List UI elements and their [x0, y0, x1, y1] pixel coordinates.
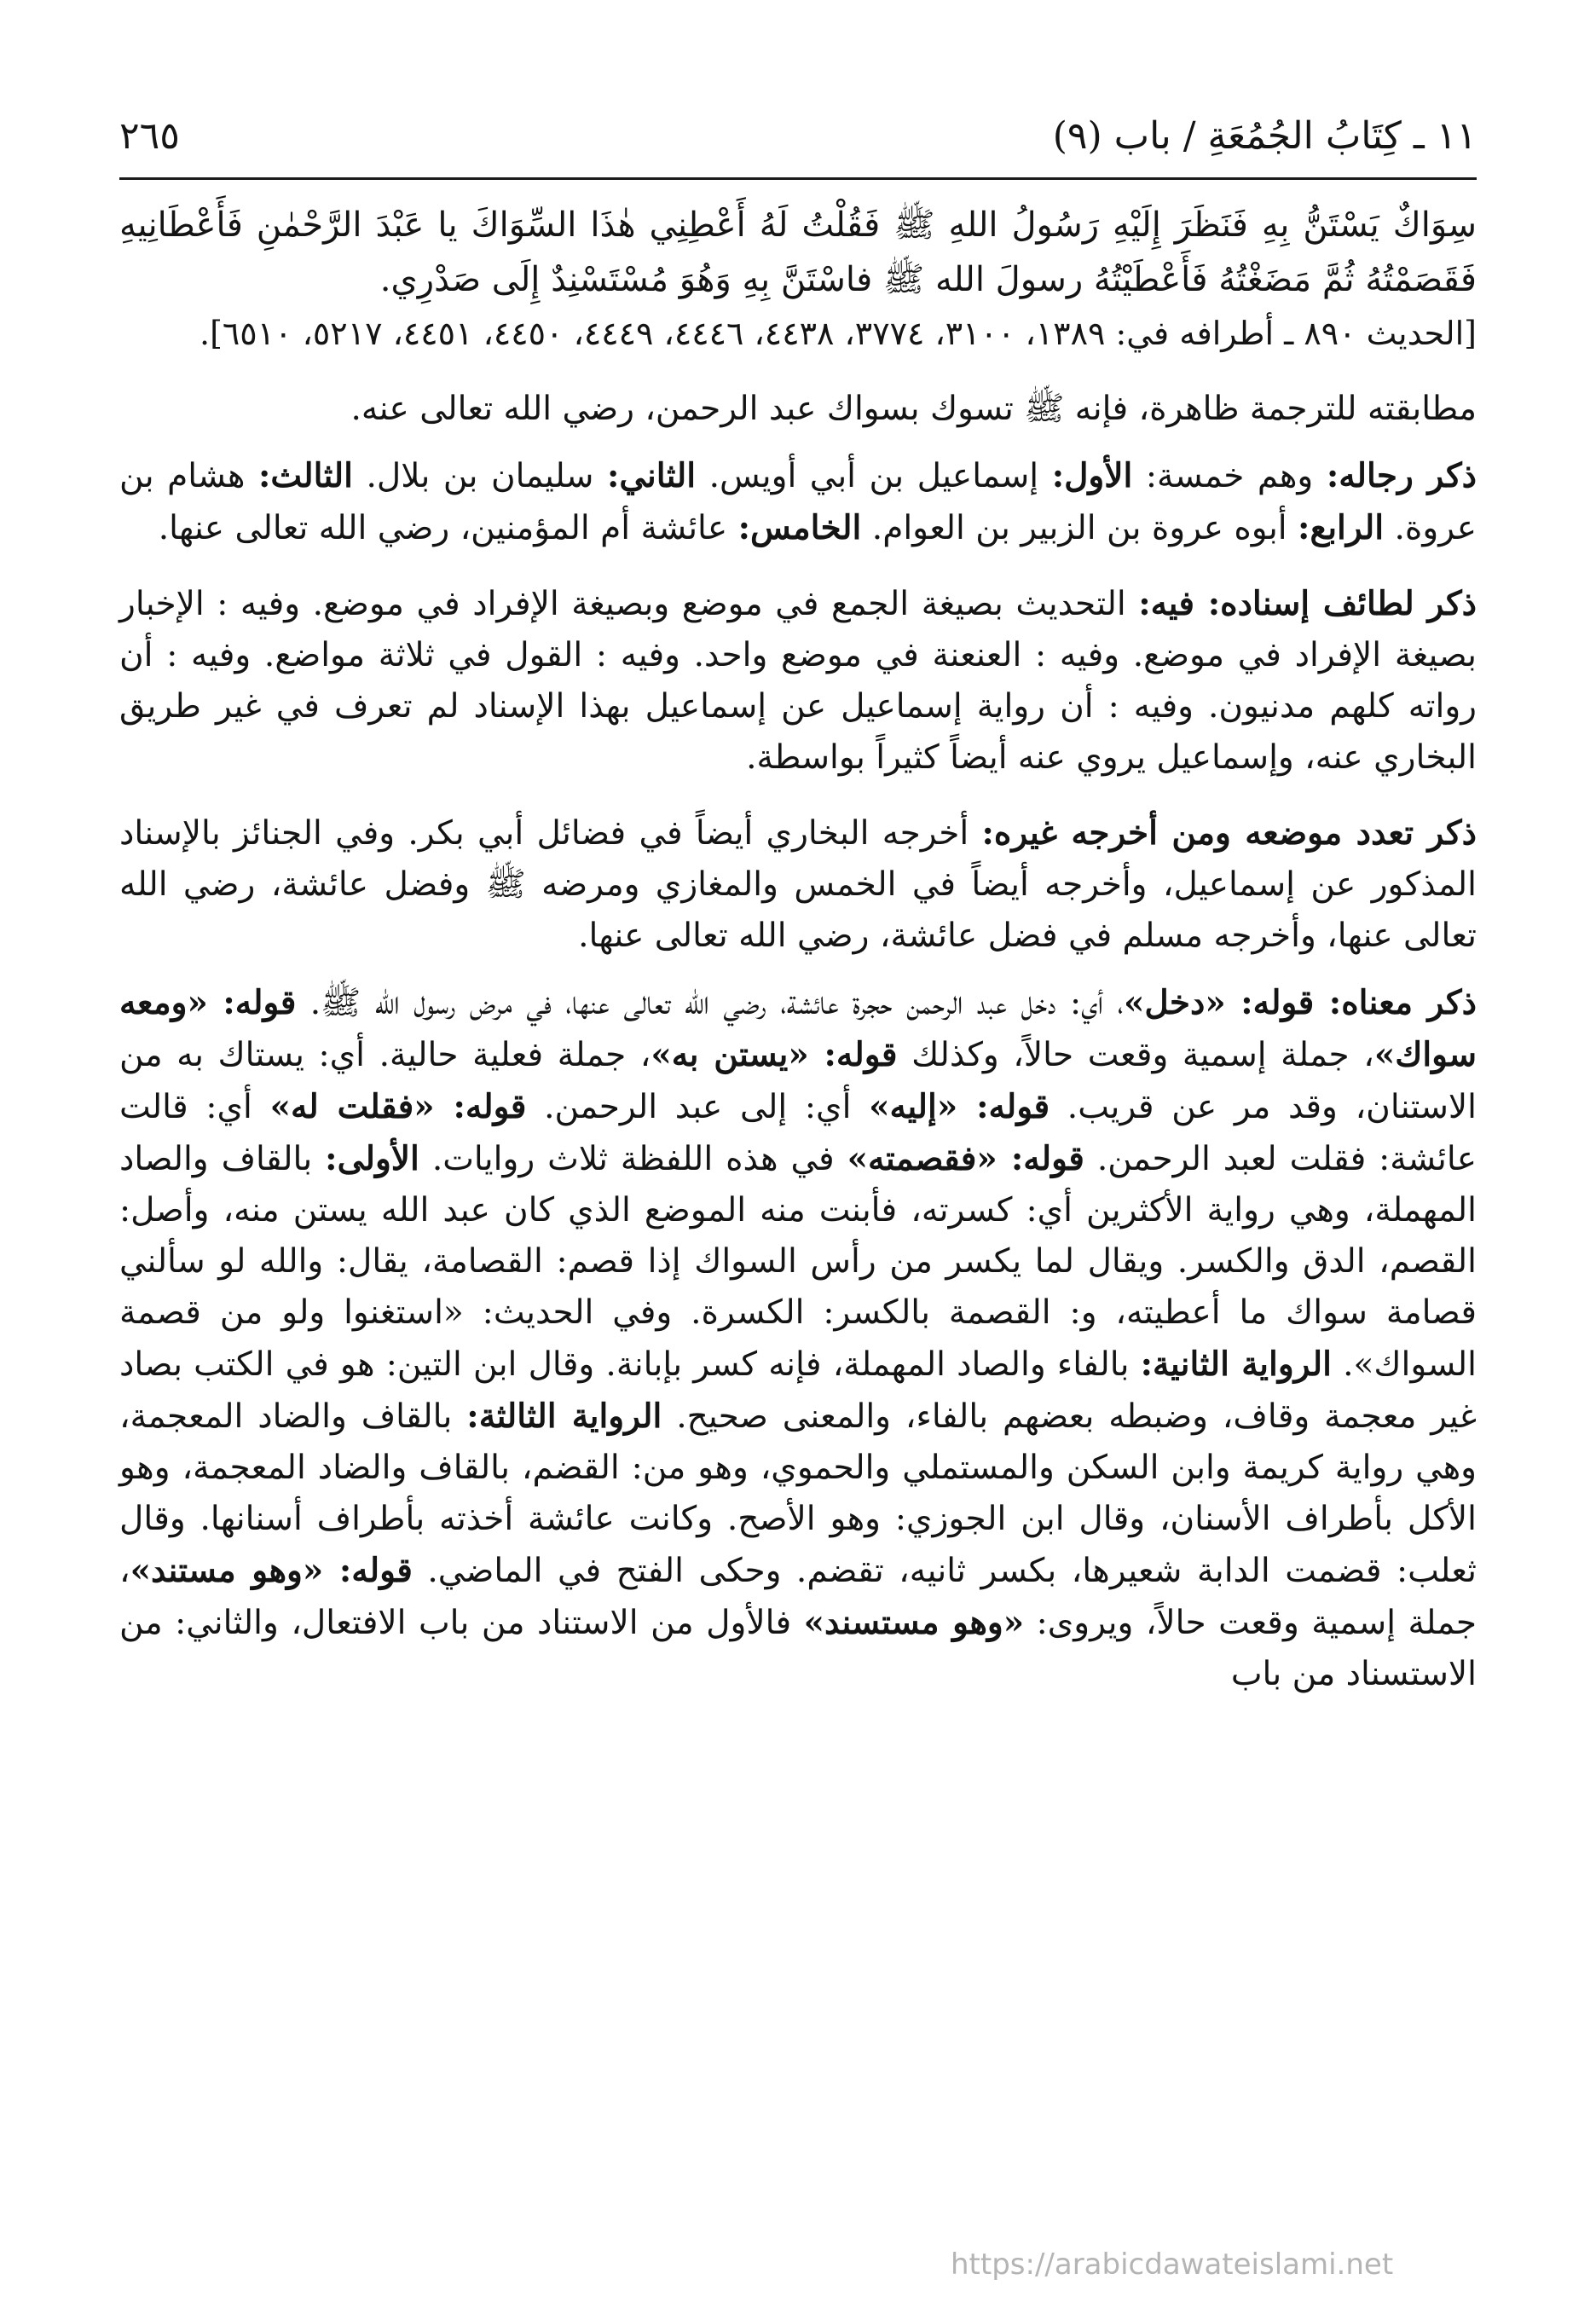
paragraph-narrators: ذكر رجاله: وهم خمسة: الأول: إسماعيل بن أبي أويس. الثاني: سليمان بن بلال. الثالث: هشام بن عروة. الرابع: أبوه عروة بن الزبير بن العوام. الخامس: عائشة أم المؤمنين، رضي الله تعالى عنها. [119, 456, 1477, 547]
section-heading: ذكر رجاله: [1326, 456, 1477, 495]
section-heading: ذكر معناه: [1328, 983, 1477, 1022]
paragraph-other-sources: ذكر تعدد موضعه ومن أخرجه غيره: أخرجه البخاري أيضاً في فضائل أبي بكر. وفي الجنائز بالإسناد المذكور عن إسماعيل، وأخرجه أيضاً في الخمس والمغازي ومرضه ﷺ وفضل عائشة، رضي الله تعالى عنها، وأخرجه مسلم في فضل عائشة، رضي الله تعالى عنها. [119, 813, 1477, 955]
chapter-title: ١١ ـ كِتَابُ الجُمُعَةِ / باب (٩) [1052, 114, 1477, 158]
header-rule [119, 177, 1477, 180]
section-heading: ذكر لطائف إسناده: [1207, 584, 1477, 623]
paragraph-chain-subtleties: ذكر لطائف إسناده: فيه: التحديث بصيغة الجمع في موضع وبصيغة الإفراد في موضع. وفيه : الإخبار بصيغة الإفراد في موضع. وفيه : العنعنة في موضع واحد. وفيه : القول في ثلاثة مواضع. وفيه : أن رواته كلهم مدنيون. وفيه : أن رواية إسماعيل عن إسماعيل بهذا الإسناد لم تعرف في غير طريق البخاري عنه، وإسماعيل يروي عنه أيضاً كثيراً بواسطة. [119, 584, 1477, 777]
paragraph-meaning: ذكر معناه: قوله: «دخل»، أي: دخل عبد الرحمن حجرة عائشة، رضي الله تعالى عنها، في مرض رسول الله ﷺ. قوله: «ومعه سواك»، جملة إسمية وقعت حالاً، وكذلك قوله: «يستن به»، جملة فعلية حالية. أي: يستاك به من الاستنان، وقد مر عن قريب. قوله: «إليه» أي: إلى عبد الرحمن. قوله: «فقلت له» أي: قالت عائشة: فقلت لعبد الرحمن. قوله: «فقصمته» في هذه اللفظة ثلاث روايات. الأولى: بالقاف والصاد المهملة، وهي رواية الأكثرين أي: كسرته، فأبنت منه الموضع الذي كان عبد الله يستن منه، وأصل: القصم، الدق والكسر. ويقال لما يكسر من رأس السواك إذا قصم: القصامة، يقال: والله لو سألني قصامة سواك ما أعطيته، و: القصمة بالكسر: الكسرة. وفي الحديث: «استغنوا ولو من قصمة السواك». الرواية الثانية: بالفاء والصاد المهملة، فإنه كسر بإبانة. وقال ابن التين: هو في الكتب بصاد غير معجمة وقاف، وضبطه بعضهم بالفاء، والمعنى صحيح. الرواية الثالثة: بالقاف والضاد المعجمة، وهي رواية كريمة وابن السكن والمستملي والحموي، وهو من: القضم، بالقاف والضاد المعجمة، وهو الأكل بأطراف الأسنان، وقال ابن الجوزي: وهو الأصح. وكانت عائشة أخذته بأطراف أسنانها. وقال ثعلب: قضمت الدابة شعيرها، بكسر ثانيه، تقضم. وحكى الفتح في الماضي. قوله: «وهو مستند»، جملة إسمية وقعت حالاً، ويروى: «وهو مستسند» فالأول من الاستناد من باب الافتعال، والثاني: من الاستسناد من باب [119, 983, 1477, 1693]
running-header [119, 111, 1477, 165]
paragraph-correspondence: مطابقته للترجمة ظاهرة، فإنه ﷺ تسوك بسواك عبد الرحمن، رضي الله تعالى عنه. [350, 390, 1477, 428]
section-heading: ذكر تعدد موضعه ومن أخرجه غيره: [981, 813, 1477, 853]
page-body [119, 198, 1477, 1700]
page-number: ٢٦٥ [119, 114, 180, 158]
watermark-url: https://arabicdawateislami.net [951, 2247, 1394, 2282]
hadith-text: سِوَاكٌ يَسْتَنُّ بِهِ فَنَظَرَ إِلَيْهِ رَسُولُ اللهِ ﷺ فَقُلْتُ لَهُ أَعْطِنِي هٰذَا السِّوَاكَ يا عَبْدَ الرَّحْمٰنِ فَأَعْطَانِيهِ فَقَصَمْتُهُ ثُمَّ مَضَغْتُهُ فَأَعْطَيْتُهُ رسولَ الله ﷺ فاسْتَنَّ بِهِ وَهُوَ مُسْتَسْنِدٌ إِلَى صَدْرِي. [119, 205, 1477, 299]
hadith-reference: [الحديث ٨٩٠ ـ أطرافه في: ١٣٨٩، ٣١٠٠، ٣٧٧٤، ٤٤٣٨، ٤٤٤٦، ٤٤٤٩، ٤٤٥٠، ٤٤٥١، ٥٢١٧، ٦٥١٠]. [199, 315, 1477, 352]
